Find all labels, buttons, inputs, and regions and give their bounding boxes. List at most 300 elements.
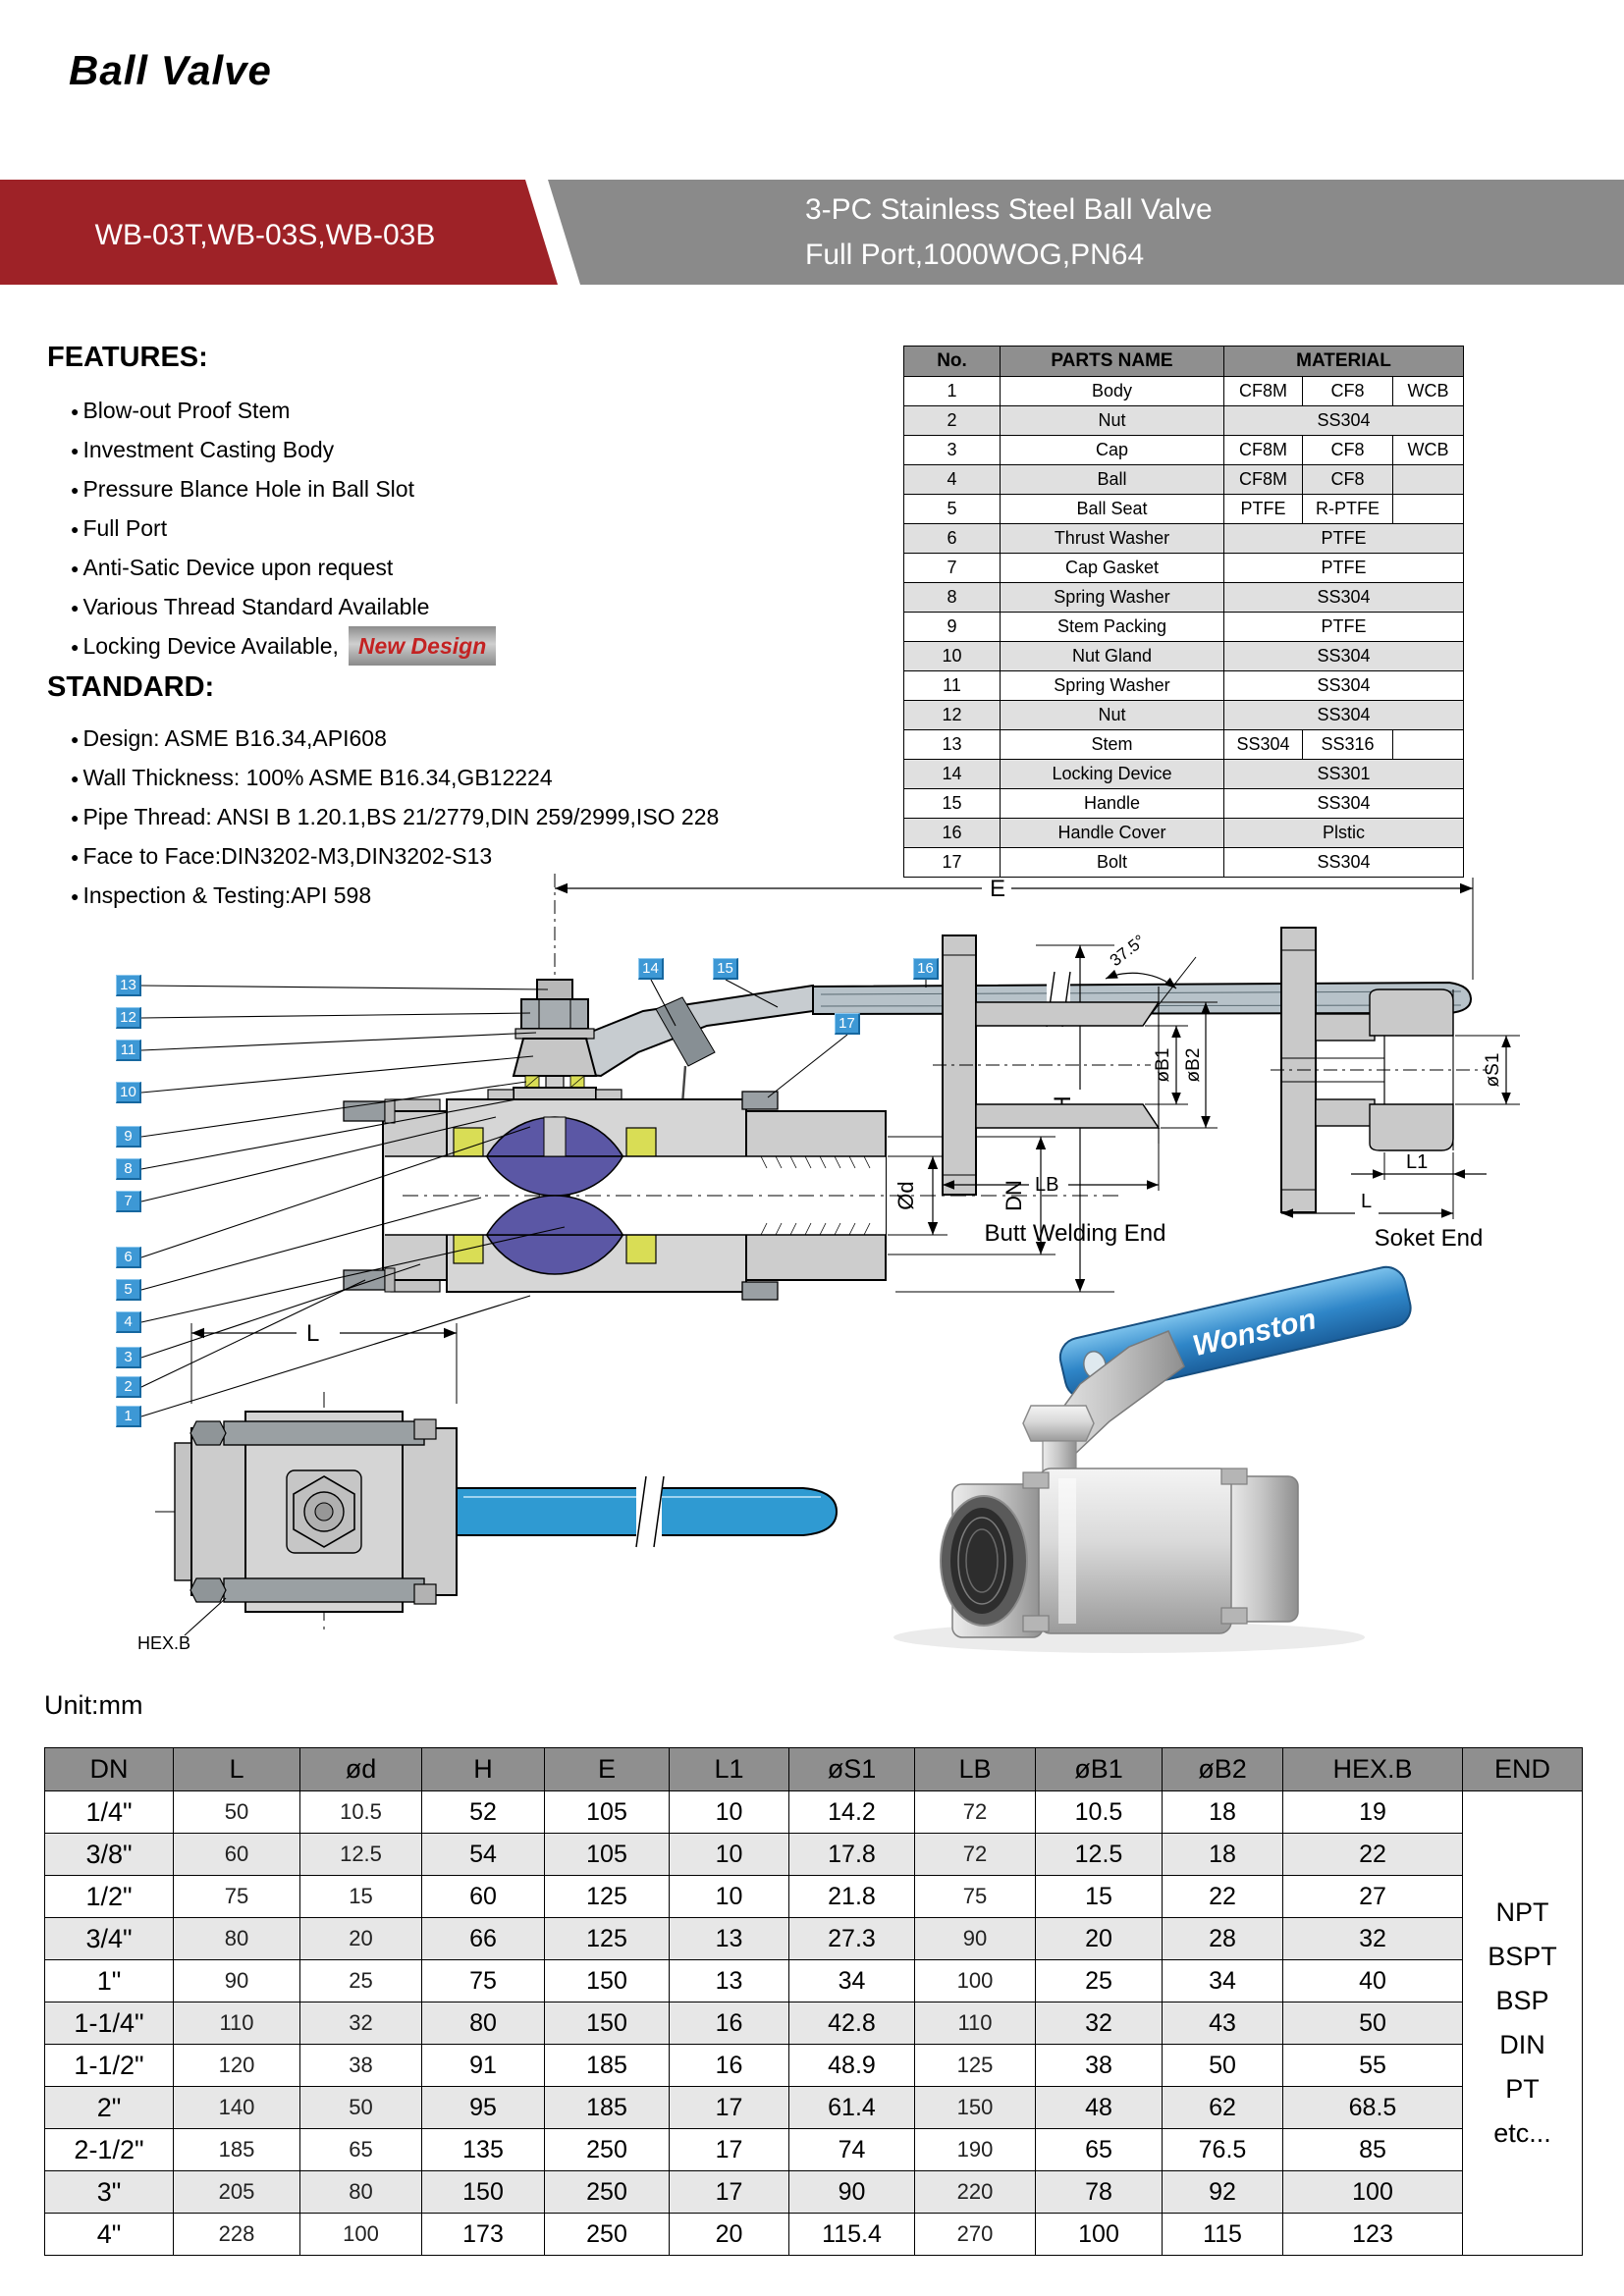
top-dim-l-label: L [306, 1320, 320, 1347]
list-item [71, 626, 496, 666]
list-item: ● Full Port [71, 515, 168, 541]
part-no: 14 [904, 760, 1001, 789]
parts-row [904, 701, 1464, 730]
dimension-table [44, 1747, 1583, 2256]
dim-row [45, 2087, 1583, 2129]
callout-15: 15 [713, 958, 738, 980]
parts-row [904, 465, 1464, 495]
dim-cell: 17 [670, 2171, 789, 2214]
dim-l1-group [1351, 1151, 1487, 1180]
dim-cell: 80 [174, 1918, 300, 1960]
dim-row [45, 2129, 1583, 2171]
part-material: CF8 [1303, 436, 1393, 465]
part-name: Nut [1001, 701, 1224, 730]
dim-header-cell: END [1463, 1748, 1583, 1791]
dim-cell: 50 [174, 1791, 300, 1834]
dim-cell: 61.4 [789, 2087, 915, 2129]
callout-5: 5 [116, 1279, 141, 1301]
callout-11: 11 [116, 1040, 141, 1061]
callout-7: 7 [116, 1191, 141, 1212]
dim-cell: 48 [1036, 2087, 1163, 2129]
dim-cell: 60 [422, 1876, 545, 1918]
list-item: ● Blow-out Proof Stem [71, 398, 291, 423]
product-title [805, 187, 1213, 278]
part-material: SS304 [1224, 701, 1464, 730]
dim-cell: 42.8 [789, 2002, 915, 2045]
dim-cell: 140 [174, 2087, 300, 2129]
dim-cell: 3" [45, 2171, 174, 2214]
dim-cell: 50 [1163, 2045, 1283, 2087]
photo-stem [1023, 1406, 1094, 1470]
part-material: R-PTFE [1303, 495, 1393, 524]
end-cell: NPT BSPT BSP DIN PT etc... [1463, 1791, 1583, 2256]
dim-cell: 1/4" [45, 1791, 174, 1834]
socket-profile [1271, 928, 1488, 1212]
callout-16: 16 [913, 958, 939, 980]
dim-cell: 228 [174, 2214, 300, 2256]
dim-cell: 3/4" [45, 1918, 174, 1960]
butt-welding-caption: Butt Welding End [984, 1220, 1166, 1247]
part-no: 9 [904, 613, 1001, 642]
parts-row [904, 406, 1464, 436]
list-item: ● Wall Thickness: 100% ASME B16.34,GB12224 [71, 765, 553, 790]
dim-cell: 68.5 [1283, 2087, 1463, 2129]
part-no: 13 [904, 730, 1001, 760]
dim-cell: 40 [1283, 1960, 1463, 2002]
dim-header-row [45, 1748, 1583, 1791]
parts-row [904, 760, 1464, 789]
part-no: 11 [904, 671, 1001, 701]
part-name: Nut Gland [1001, 642, 1224, 671]
dim-cell: 90 [915, 1918, 1036, 1960]
dim-header-cell: DN [45, 1748, 174, 1791]
part-material [1393, 465, 1464, 495]
part-name: Cap [1001, 436, 1224, 465]
butt-welding-drawing [923, 928, 1227, 1212]
callout-3: 3 [116, 1347, 141, 1368]
part-material: SS304 [1224, 671, 1464, 701]
dim-cell: 22 [1163, 1876, 1283, 1918]
dim-cell: 34 [1163, 1960, 1283, 2002]
dim-header-cell: øB1 [1036, 1748, 1163, 1791]
features-list [71, 391, 496, 666]
part-name: Spring Washer [1001, 583, 1224, 613]
part-name: Cap Gasket [1001, 554, 1224, 583]
dim-cell: 135 [422, 2129, 545, 2171]
parts-row [904, 730, 1464, 760]
dim-row [45, 1834, 1583, 1876]
dim-cell: 14.2 [789, 1791, 915, 1834]
dim-cell: 48.9 [789, 2045, 915, 2087]
header-banner [0, 180, 1624, 285]
part-name: Stem Packing [1001, 613, 1224, 642]
dim-cell: 115 [1163, 2214, 1283, 2256]
dim-cell: 72 [915, 1791, 1036, 1834]
dim-cell: 65 [300, 2129, 422, 2171]
dim-cell: 17 [670, 2087, 789, 2129]
part-material [1393, 495, 1464, 524]
dim-cell: 20 [1036, 1918, 1163, 1960]
list-item: ● Pressure Blance Hole in Ball Slot [71, 476, 414, 502]
dim-cell: 85 [1283, 2129, 1463, 2171]
dim-cell: 90 [789, 2171, 915, 2214]
part-name: Locking Device [1001, 760, 1224, 789]
dim-row [45, 1918, 1583, 1960]
part-no: 7 [904, 554, 1001, 583]
part-name: Spring Washer [1001, 671, 1224, 701]
dim-cell: 205 [174, 2171, 300, 2214]
parts-row [904, 583, 1464, 613]
product-line2: Full Port,1000WOG,PN64 [805, 239, 1145, 271]
dim-cell: 1-1/4" [45, 2002, 174, 2045]
part-no: 15 [904, 789, 1001, 819]
dim-cell: 78 [1036, 2171, 1163, 2214]
list-item: ● Design: ASME B16.34,API608 [71, 725, 387, 751]
dim-cell: 150 [915, 2087, 1036, 2129]
part-material: SS304 [1224, 406, 1464, 436]
bullet-icon: ● [71, 849, 80, 865]
part-material: SS316 [1303, 730, 1393, 760]
dim-cell: 50 [1283, 2002, 1463, 2045]
dim-cell: 17 [670, 2129, 789, 2171]
part-material: CF8 [1303, 465, 1393, 495]
parts-header-material: MATERIAL [1224, 347, 1464, 377]
part-no: 12 [904, 701, 1001, 730]
locking-feature-text: Locking Device Available, [82, 633, 339, 659]
part-material: PTFE [1224, 495, 1303, 524]
list-item: ● Various Thread Standard Available [71, 594, 430, 619]
dim-cell: 1-1/2" [45, 2045, 174, 2087]
dim-cell: 2" [45, 2087, 174, 2129]
unit-label: Unit:mm [44, 1690, 143, 1720]
dim-cell: 25 [1036, 1960, 1163, 2002]
dim-cell: 50 [300, 2087, 422, 2129]
callout-12: 12 [116, 1007, 141, 1029]
callout-1: 1 [116, 1406, 141, 1427]
bullet-icon: ● [71, 482, 80, 498]
callout-13: 13 [116, 975, 141, 996]
bullet-icon: ● [71, 561, 80, 576]
dim-cell: 13 [670, 1960, 789, 2002]
parts-header-row [904, 347, 1464, 377]
part-material: CF8M [1224, 436, 1303, 465]
dim-cell: 100 [1283, 2171, 1463, 2214]
dim-cell: 75 [422, 1960, 545, 2002]
part-material: SS304 [1224, 642, 1464, 671]
dim-cell: 34 [789, 1960, 915, 2002]
part-name: Body [1001, 377, 1224, 406]
dim-header-cell: E [545, 1748, 670, 1791]
dim-header-cell: øB2 [1163, 1748, 1283, 1791]
dim-row [45, 2214, 1583, 2256]
list-item: ● Anti-Satic Device upon request [71, 555, 394, 580]
dim-cell: 100 [300, 2214, 422, 2256]
dim-cell: 100 [1036, 2214, 1163, 2256]
top-view-handle [457, 1476, 837, 1547]
dim-cell: 90 [174, 1960, 300, 2002]
part-no: 3 [904, 436, 1001, 465]
dim-cell: 27.3 [789, 1918, 915, 1960]
dim-cell: 185 [174, 2129, 300, 2171]
dim-cell: 10.5 [300, 1791, 422, 1834]
part-name: Handle [1001, 789, 1224, 819]
dim-cell: 1/2" [45, 1876, 174, 1918]
product-photo [835, 1237, 1443, 1659]
dim-cell: 80 [422, 2002, 545, 2045]
part-material: SS304 [1224, 730, 1303, 760]
dim-cell: 65 [1036, 2129, 1163, 2171]
dim-cell: 15 [1036, 1876, 1163, 1918]
dim-cell: 120 [174, 2045, 300, 2087]
part-no: 1 [904, 377, 1001, 406]
part-material: CF8M [1224, 377, 1303, 406]
dim-cell: 22 [1283, 1834, 1463, 1876]
dim-cell: 32 [1036, 2002, 1163, 2045]
dim-header-cell: H [422, 1748, 545, 1791]
part-name: Handle Cover [1001, 819, 1224, 848]
dim-cell: 38 [1036, 2045, 1163, 2087]
parts-row [904, 554, 1464, 583]
product-line1: 3-PC Stainless Steel Ball Valve [805, 193, 1213, 226]
dim-row [45, 1960, 1583, 2002]
dim-table-body [45, 1791, 1583, 2256]
parts-table-body [904, 377, 1464, 878]
dim-cell: 105 [545, 1834, 670, 1876]
part-material: SS301 [1224, 760, 1464, 789]
dim-cell: 25 [300, 1960, 422, 2002]
part-no: 4 [904, 465, 1001, 495]
part-material: WCB [1393, 436, 1464, 465]
dim-row [45, 1791, 1583, 1834]
callout-4: 4 [116, 1311, 141, 1333]
top-view-drawing [98, 1315, 884, 1669]
part-no: 16 [904, 819, 1001, 848]
dim-cell: 185 [545, 2087, 670, 2129]
dim-cell: 3/8" [45, 1834, 174, 1876]
parts-row [904, 613, 1464, 642]
butt-weld-profile [933, 935, 1159, 1195]
dim-cell: 95 [422, 2087, 545, 2129]
dim-cell: 32 [300, 2002, 422, 2045]
dim-cell: 92 [1163, 2171, 1283, 2214]
socket-end-drawing [1257, 913, 1600, 1227]
standard-heading: STANDARD: [47, 671, 215, 703]
dim-b2-label: øB2 [1183, 1047, 1204, 1083]
photo-body [941, 1468, 1298, 1637]
features-heading: FEATURES: [47, 342, 208, 373]
part-no: 10 [904, 642, 1001, 671]
dim-cell: 43 [1163, 2002, 1283, 2045]
part-material: CF8 [1303, 377, 1393, 406]
part-material: SS304 [1224, 583, 1464, 613]
dim-cell: 20 [300, 1918, 422, 1960]
part-material: PTFE [1224, 613, 1464, 642]
dim-cell: 125 [915, 2045, 1036, 2087]
parts-header-no: No. [904, 347, 1001, 377]
model-codes: WB-03T,WB-03S,WB-03B [94, 219, 436, 251]
parts-row [904, 671, 1464, 701]
dim-header-cell: L [174, 1748, 300, 1791]
bullet-icon: ● [71, 771, 80, 786]
callout-8: 8 [116, 1158, 141, 1180]
dim-cell: 75 [915, 1876, 1036, 1918]
dim-od-label: Ød [893, 1181, 918, 1210]
hexb-label-group [137, 1598, 226, 1653]
dim-cell: 12.5 [1036, 1834, 1163, 1876]
dim-cell: 173 [422, 2214, 545, 2256]
socket-end-caption: Soket End [1374, 1225, 1484, 1252]
dim-cell: 52 [422, 1791, 545, 1834]
callout-9: 9 [116, 1126, 141, 1148]
bullet-icon: ● [71, 443, 80, 458]
callout-6: 6 [116, 1247, 141, 1268]
bullet-icon: ● [71, 888, 80, 904]
dim-cell: 270 [915, 2214, 1036, 2256]
dim-cell: 250 [545, 2214, 670, 2256]
dim-l-label: L [1361, 1191, 1373, 1212]
bullet-icon: ● [71, 810, 80, 826]
new-design-badge: New Design [349, 626, 496, 666]
part-material [1393, 730, 1464, 760]
dim-cell: 20 [670, 2214, 789, 2256]
dim-cell: 10.5 [1036, 1791, 1163, 1834]
dim-cell: 28 [1163, 1918, 1283, 1960]
dim-cell: 74 [789, 2129, 915, 2171]
dim-l1-label: L1 [1406, 1151, 1429, 1173]
dim-cell: 38 [300, 2045, 422, 2087]
dim-cell: 13 [670, 1918, 789, 1960]
dim-lb-label: LB [1035, 1174, 1059, 1196]
part-name: Thrust Washer [1001, 524, 1224, 554]
dim-cell: 12.5 [300, 1834, 422, 1876]
part-material: CF8M [1224, 465, 1303, 495]
part-name: Ball Seat [1001, 495, 1224, 524]
bullet-icon: ● [71, 731, 80, 747]
dim-cell: 150 [422, 2171, 545, 2214]
dim-row [45, 1876, 1583, 1918]
dim-cell: 250 [545, 2171, 670, 2214]
dim-cell: 105 [545, 1791, 670, 1834]
part-material: PTFE [1224, 554, 1464, 583]
dim-cell: 250 [545, 2129, 670, 2171]
dim-b1-group [1145, 1026, 1188, 1104]
page-title: Ball Valve [69, 47, 272, 93]
dim-cell: 19 [1283, 1791, 1463, 1834]
dim-cell: 21.8 [789, 1876, 915, 1918]
part-material: SS304 [1224, 789, 1464, 819]
dim-cell: 110 [174, 2002, 300, 2045]
dim-cell: 125 [545, 1918, 670, 1960]
dim-cell: 185 [545, 2045, 670, 2087]
parts-header-name: PARTS NAME [1001, 347, 1224, 377]
parts-row [904, 642, 1464, 671]
parts-table [903, 346, 1464, 878]
dim-cell: 15 [300, 1876, 422, 1918]
dim-cell: 10 [670, 1834, 789, 1876]
bullet-icon: ● [71, 521, 80, 537]
bullet-icon: ● [71, 639, 80, 655]
parts-row [904, 819, 1464, 848]
part-material: Plstic [1224, 819, 1464, 848]
parts-row [904, 789, 1464, 819]
angle-label: 37.5° [1106, 931, 1149, 971]
dim-cell: 110 [915, 2002, 1036, 2045]
callout-17: 17 [835, 1013, 860, 1035]
photo-brand-label: Wonston [1189, 1303, 1320, 1363]
parts-row [904, 377, 1464, 406]
dim-header-cell: HEX.B [1283, 1748, 1463, 1791]
dim-cell: 18 [1163, 1791, 1283, 1834]
dim-cell: 150 [545, 1960, 670, 2002]
dim-cell: 72 [915, 1834, 1036, 1876]
part-name: Ball [1001, 465, 1224, 495]
dim-cell: 16 [670, 2045, 789, 2087]
dim-cell: 76.5 [1163, 2129, 1283, 2171]
dim-cell: 190 [915, 2129, 1036, 2171]
dim-cell: 2-1/2" [45, 2129, 174, 2171]
hexb-label: HEX.B [137, 1633, 191, 1653]
part-material: WCB [1393, 377, 1464, 406]
dim-cell: 91 [422, 2045, 545, 2087]
dim-cell: 150 [545, 2002, 670, 2045]
dim-cell: 1" [45, 1960, 174, 2002]
dim-row [45, 2045, 1583, 2087]
part-no: 5 [904, 495, 1001, 524]
dim-cell: 115.4 [789, 2214, 915, 2256]
parts-row [904, 495, 1464, 524]
dim-cell: 75 [174, 1876, 300, 1918]
part-no: 6 [904, 524, 1001, 554]
dim-header-cell: øS1 [789, 1748, 915, 1791]
dim-cell: 18 [1163, 1834, 1283, 1876]
dim-cell: 27 [1283, 1876, 1463, 1918]
dim-cell: 100 [915, 1960, 1036, 2002]
dim-row [45, 2002, 1583, 2045]
parts-row [904, 436, 1464, 465]
dim-cell: 62 [1163, 2087, 1283, 2129]
dim-cell: 66 [422, 1918, 545, 1960]
callout-10: 10 [116, 1082, 141, 1103]
list-item: ● Inspection & Testing:API 598 [71, 882, 372, 908]
dim-cell: 55 [1283, 2045, 1463, 2087]
list-item: ● Investment Casting Body [71, 437, 335, 462]
dim-dn-label: DN [1001, 1180, 1026, 1211]
part-name: Bolt [1001, 848, 1224, 878]
dim-b1-label: øB1 [1153, 1047, 1173, 1083]
dim-row [45, 2171, 1583, 2214]
dim-cell: 10 [670, 1791, 789, 1834]
dim-e-label: E [990, 876, 1006, 902]
dim-cell: 220 [915, 2171, 1036, 2214]
dim-cell: 10 [670, 1876, 789, 1918]
part-no: 8 [904, 583, 1001, 613]
dim-cell: 16 [670, 2002, 789, 2045]
list-item: ● Face to Face:DIN3202-M3,DIN3202-S13 [71, 843, 493, 869]
dim-cell: 54 [422, 1834, 545, 1876]
part-no: 17 [904, 848, 1001, 878]
dim-cell: 60 [174, 1834, 300, 1876]
top-dim-l [191, 1320, 457, 1404]
part-material: SS304 [1224, 848, 1464, 878]
dim-cell: 80 [300, 2171, 422, 2214]
part-no: 2 [904, 406, 1001, 436]
dim-header-cell: ød [300, 1748, 422, 1791]
dim-cell: 32 [1283, 1918, 1463, 1960]
bullet-icon: ● [71, 600, 80, 615]
dim-header-cell: L1 [670, 1748, 789, 1791]
part-name: Nut [1001, 406, 1224, 436]
dim-s1-label: øS1 [1483, 1052, 1503, 1088]
